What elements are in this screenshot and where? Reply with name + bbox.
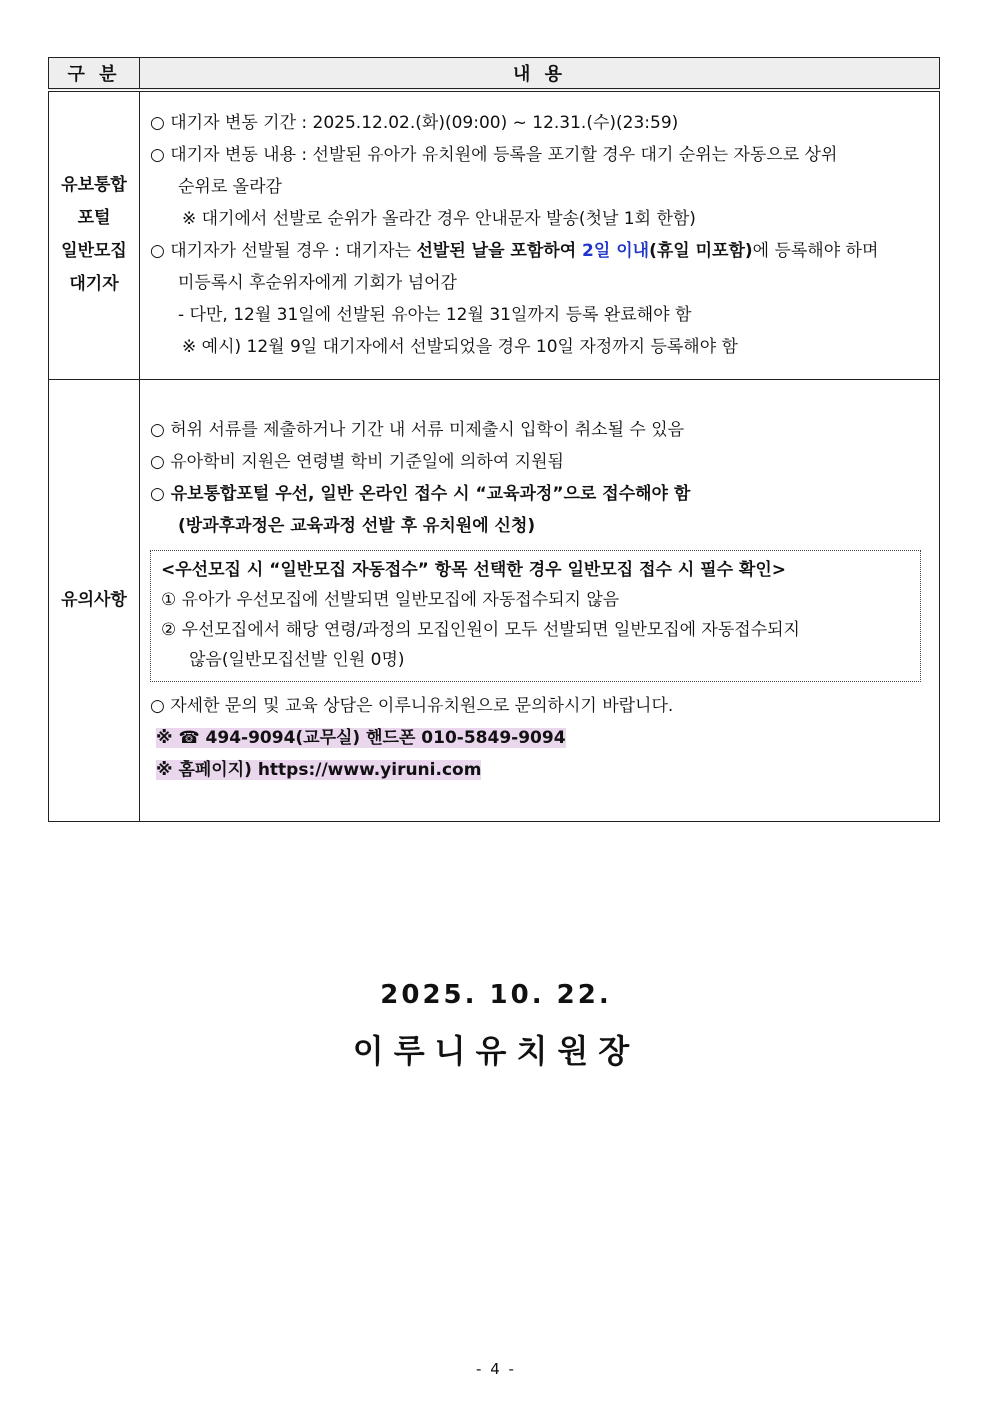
document-date: 2025. 10. 22. [380,980,612,1010]
category-label: 유의사항 [61,589,127,610]
contact-phone [150,722,939,754]
bullet-continuation: 미등록시 후순위자에게 기회가 넘어감 [178,273,457,294]
page-number: - 4 - [476,1360,516,1378]
bullet-item: ○ 자세한 문의 및 교육 상담은 이루니유치원으로 문의하시기 바랍니다. [150,696,674,716]
content-cell [140,90,940,379]
blue-bold-text: 2일 이내 [582,241,650,262]
table-header-row [49,58,940,91]
note-item: ※ 예시) 12월 9일 대기자에서 선발되었을 경우 10일 자정까지 등록해야 함 [182,337,738,358]
bullet-item: ○ 대기자 변동 기간 : 2025.12.02.(화)(09:00) ~ 12.31.(수)(23:59) [150,113,679,134]
text-run: 에 등록해야 하며 [752,241,879,262]
notice-continuation: 않음(일반모집선발 인원 0명) [189,650,405,670]
notice-title: <우선모집 시 “일반모집 자동접수” 항목 선택한 경우 일반모집 접수 시 필수 확인> [161,560,787,580]
category-label: 일반모집 [61,241,127,262]
category-label: 유보통합 [61,175,127,196]
category-label: 포털 [77,208,111,229]
category-cell [49,379,140,821]
category-cell [49,90,140,379]
signer-name: 이루니유치원장 [352,1032,640,1070]
bullet-item: ○ 유보통합포털 우선, 일반 온라인 접수 시 “교육과정”으로 접수해야 함 [150,484,691,504]
contact-homepage [150,754,939,786]
text-run: ○ 대기자가 선발될 경우 : 대기자는 [150,241,417,262]
content-cell [140,379,940,821]
bold-text: 선발된 날을 포함하여 [416,241,583,262]
dash-item: - 다만, 12월 31일에 선발된 유아는 12월 31일까지 등록 완료해야 함 [178,305,692,326]
bullet-continuation: 순위로 올라감 [178,177,282,198]
info-table [48,57,940,822]
table-row [49,379,940,821]
homepage-link[interactable]: ※ 홈페이지) https://www.yiruni.com [156,760,482,780]
header-content: 내 용 [140,58,940,91]
bullet-item: ○ 허위 서류를 제출하거나 기간 내 서류 미제출시 입학이 취소될 수 있음 [150,420,685,440]
bullet-item: ○ 대기자 변동 내용 : 선발된 유아가 유치원에 등록을 포기할 경우 대기 순위는 자동으로 상위 [150,145,838,166]
category-label: 대기자 [69,274,119,295]
bold-text: (휴일 미포함) [649,241,753,262]
bullet-continuation: (방과후과정은 교육과정 선발 후 유치원에 신청) [178,516,536,536]
bullet-item [150,235,939,267]
bullet-item: ○ 유아학비 지원은 연령별 학비 기준일에 의하여 지원됨 [150,452,564,472]
phone-text: ※ ☎ 494-9094(교무실) 핸드폰 010-5849-9094 [156,728,566,748]
note-item: ※ 대기에서 선발로 순위가 올라간 경우 안내문자 발송(첫날 1회 한함) [182,209,696,230]
notice-item: ② 우선모집에서 해당 연령/과정의 모집인원이 모두 선발되면 일반모집에 자동접수되지 [161,620,800,640]
table-row [49,90,940,379]
notice-box [150,550,921,682]
notice-item: ① 유아가 우선모집에 선발되면 일반모집에 자동접수되지 않음 [161,590,620,610]
header-category: 구 분 [49,58,140,91]
